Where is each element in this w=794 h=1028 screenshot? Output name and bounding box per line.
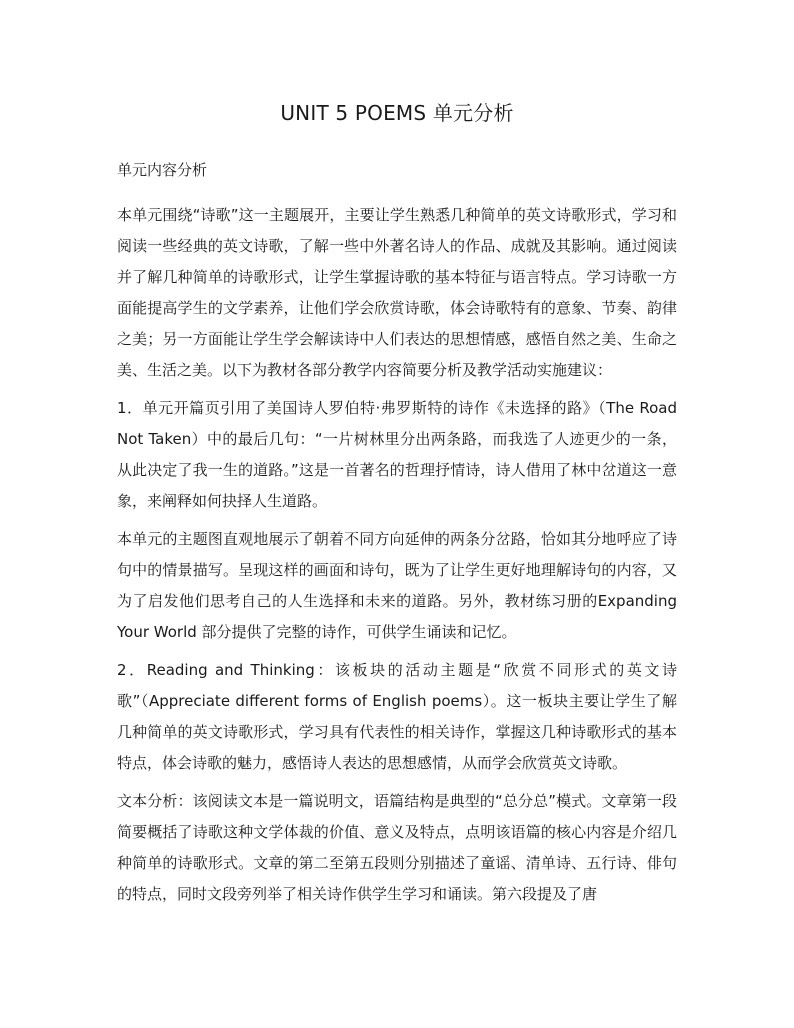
document-title: UNIT 5 POEMS 单元分析 — [280, 101, 514, 125]
section-heading: 单元内容分析 — [117, 161, 208, 179]
document-page — [117, 96, 677, 917]
paragraph-item-1: 1．单元开篇页引用了美国诗人罗伯特·弗罗斯特的诗作《未选择的路》（The Road Not Taken）中的最后几句：“一片树林里分出两条路，而我选了人迹更少的一条，从此决定了我一生的道路。”这是一首著名的哲理抒情诗，诗人借用了林中岔道这一意象，来阐释如何抉择人生道路。 — [117, 399, 677, 510]
paragraph-text-analysis: 文本分析：该阅读文本是一篇说明文，语篇结构是典型的“总分总”模式。文章第一段简要概括了诗歌这种文学体裁的价值、意义及特点，点明该语篇的核心内容是介绍几种简单的诗歌形式。文章的第二至第五段则分别描述了童谣、清单诗、五行诗、俳句的特点，同时文段旁列举了相关诗作供学生学习和诵读。第六段提及了唐 — [117, 792, 677, 903]
paragraph-intro: 本单元围绕“诗歌”这一主题展开，主要让学生熟悉几种简单的英文诗歌形式，学习和阅读一些经典的英文诗歌，了解一些中外著名诗人的作品、成就及其影响。通过阅读并了解几种简单的诗歌形式，让学生掌握诗歌的基本特征与语言特点。学习诗歌一方面能提高学生的文学素养，让他们学会欣赏诗歌，体会诗歌特有的意象、节奏、韵律之美；另一方面能让学生学会解读诗中人们表达的思想情感，感悟自然之美、生命之美、生活之美。以下为教材各部分教学内容简要分析及教学活动实施建议： — [117, 206, 677, 379]
paragraph-theme-image: 本单元的主题图直观地展示了朝着不同方向延伸的两条分岔路，恰如其分地呼应了诗句中的情景描写。呈现这样的画面和诗句，既为了让学生更好地理解诗句的内容，又为了启发他们思考自己的人生选择和未来的道路。另外，教材练习册的Expanding Your World 部分提供了完整的诗作，可供学生诵读和记忆。 — [117, 530, 677, 641]
paragraph-item-2: 2．Reading and Thinking：该板块的活动主题是“欣赏不同形式的英文诗歌”（Appreciate different forms of English poems）。这一板块主要让学生了解几种简单的英文诗歌形式，学习具有代表性的相关诗作，掌握这几种诗歌形式的基本特点，体会诗歌的魅力，感悟诗人表达的思想感情，从而学会欣赏英文诗歌。 — [117, 661, 677, 772]
